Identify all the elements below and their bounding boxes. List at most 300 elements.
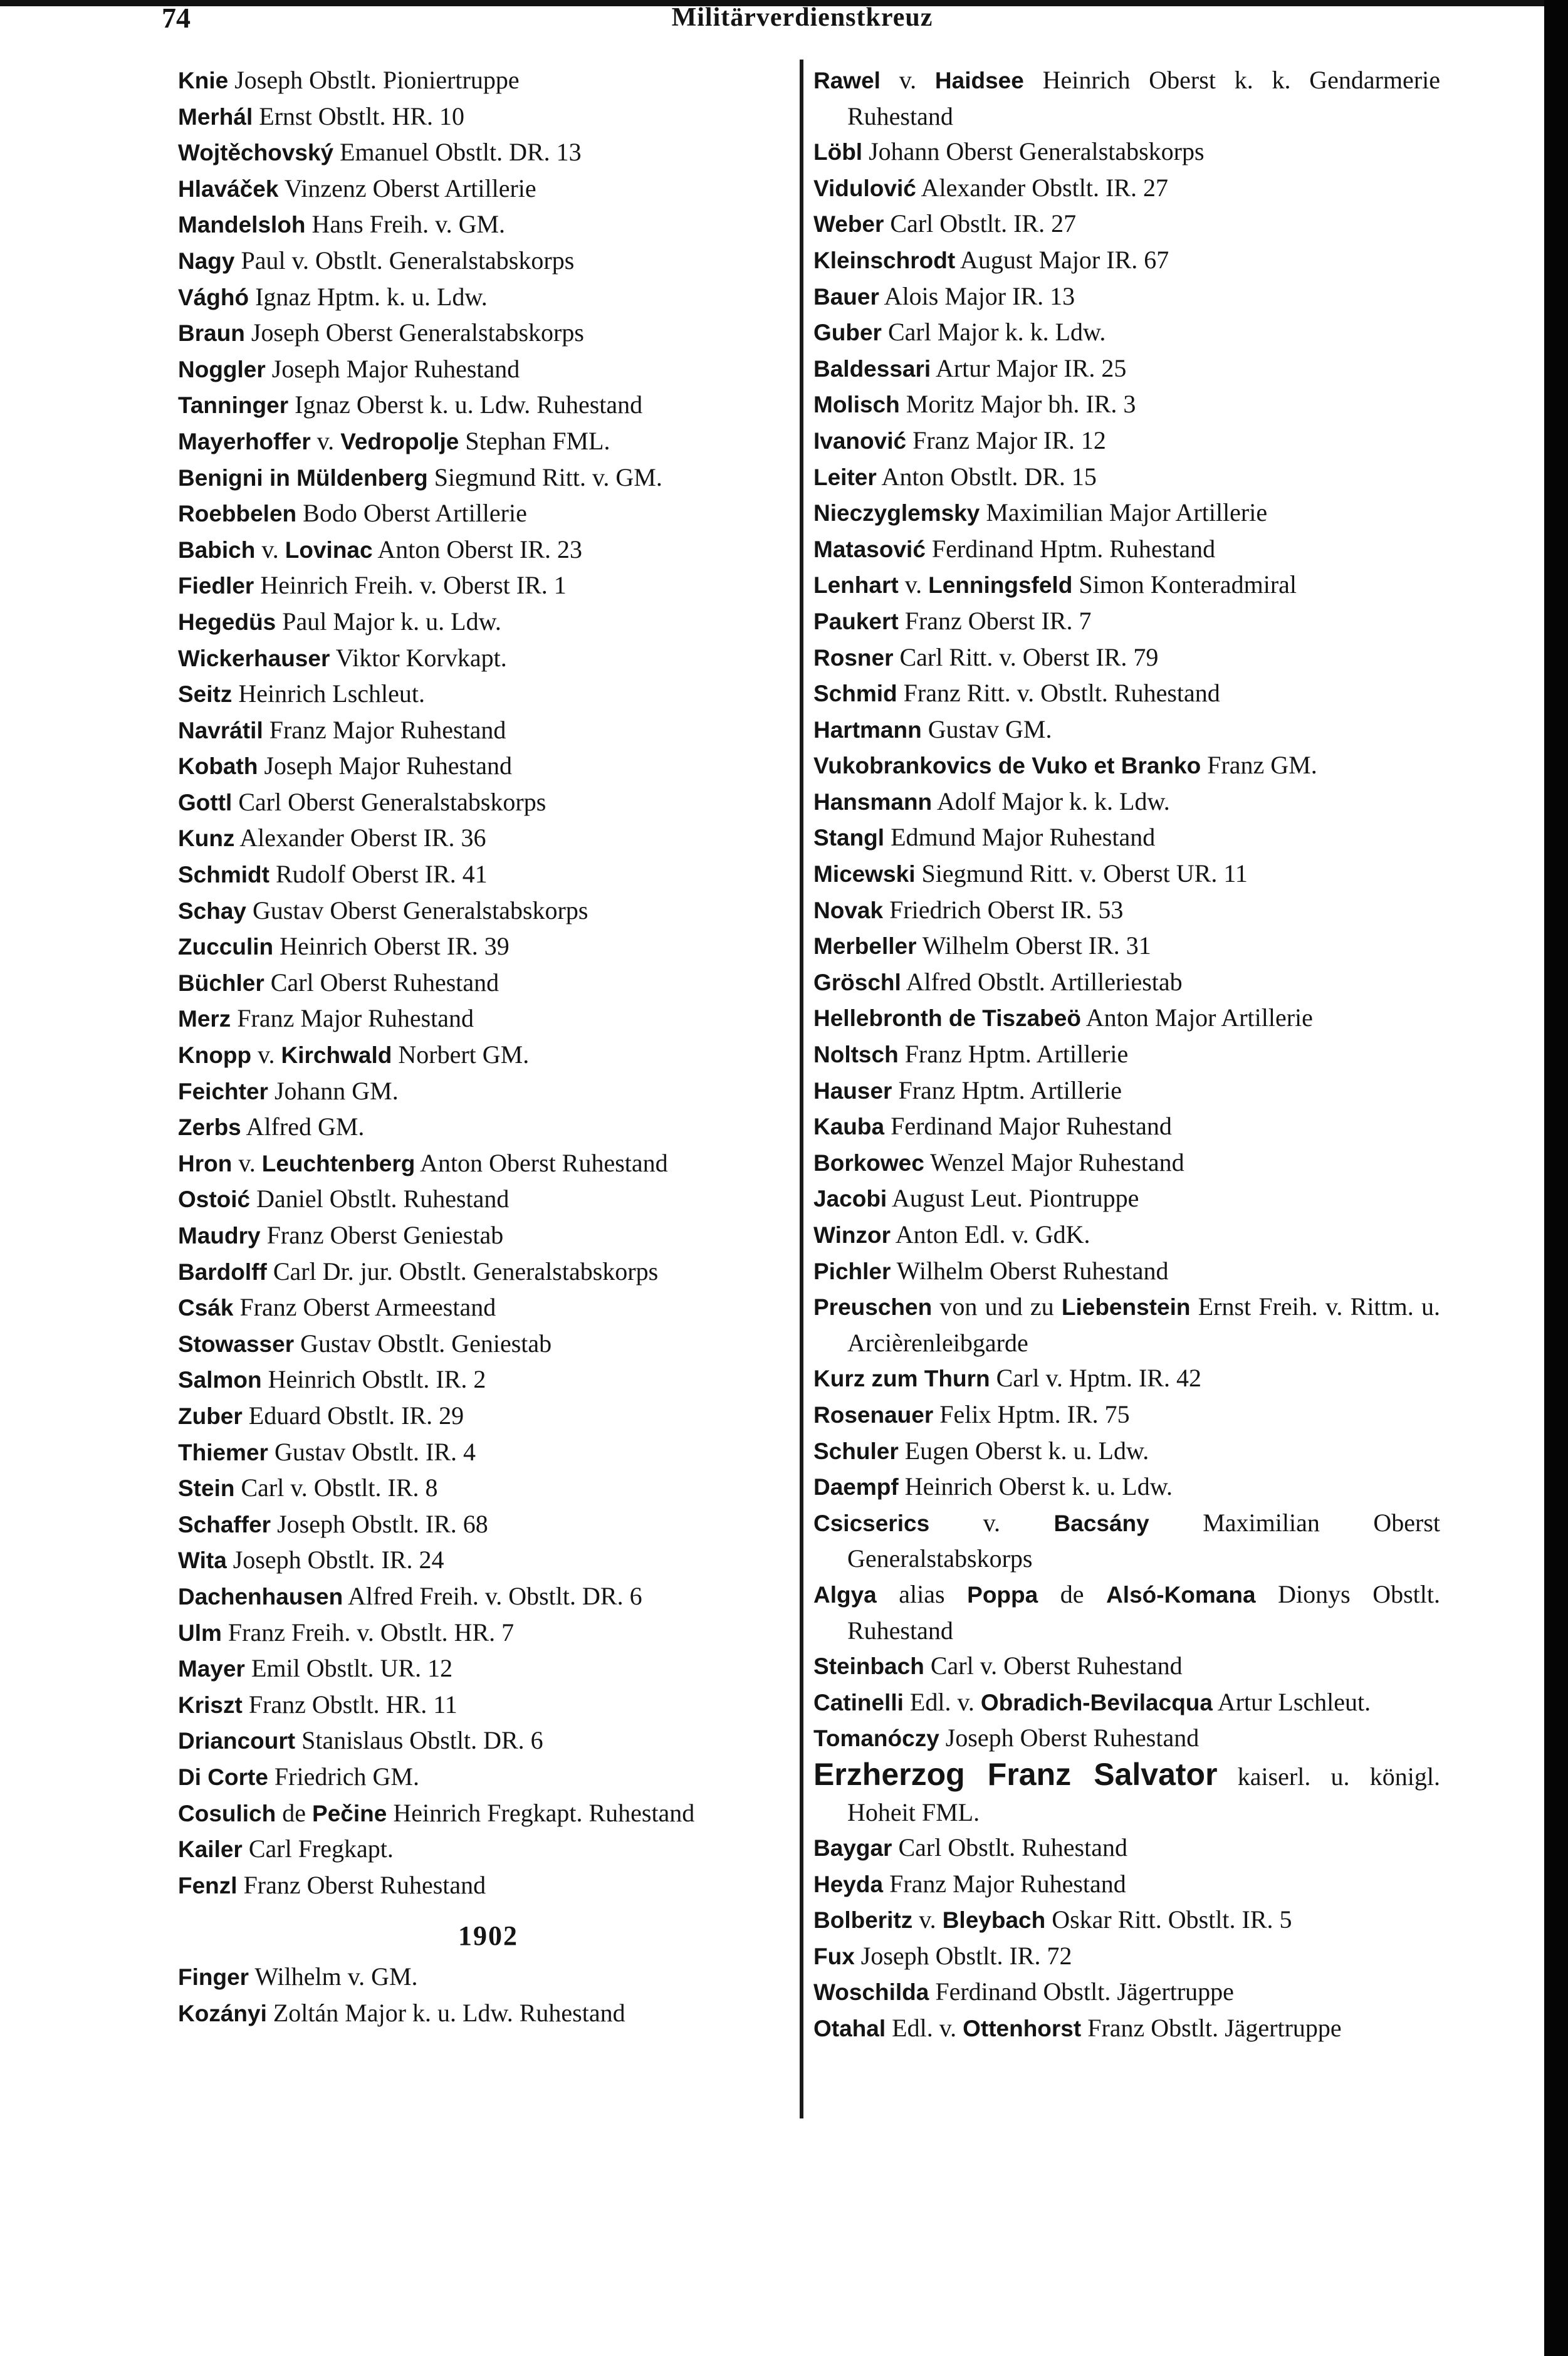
roll-entry: [813, 640, 1440, 676]
scan-border-right: [1544, 0, 1568, 2356]
entry-name: Merhál: [178, 103, 253, 130]
roll-entry: [178, 1759, 798, 1796]
entry-name: Stowasser: [178, 1331, 295, 1357]
entry-name: Ostoić: [178, 1186, 251, 1213]
roll-entry: [178, 1651, 798, 1687]
entry-name: Cosulich: [178, 1800, 276, 1826]
entry-detail: v.: [880, 66, 935, 94]
entry-name: Paukert: [813, 608, 899, 634]
entry-detail: Joseph Obstlt. IR. 24: [226, 1546, 444, 1574]
entry-name: Winzor: [813, 1222, 891, 1248]
entry-name: Noltsch: [813, 1042, 899, 1068]
entry-detail: Zoltán Major k. u. Ldw. Ruhestand: [266, 1998, 625, 2027]
entry-detail: Eugen Oberst k. u. Ldw.: [898, 1436, 1149, 1465]
entry-detail: Carl v. Oberst Ruhestand: [924, 1652, 1183, 1680]
roll-entry: [178, 1362, 798, 1398]
roll-entry: [178, 135, 798, 171]
entry-name: Seitz: [178, 681, 233, 708]
entry-detail: Dionys Obstlt. Ruhestand: [847, 1579, 1440, 1645]
entry-name: Benigni in Müldenberg: [178, 464, 428, 491]
entry-detail: August Major IR. 67: [955, 245, 1169, 274]
entry-name: Hauser: [813, 1077, 892, 1104]
entry-name: Schuler: [813, 1438, 899, 1464]
entry-name: Csicserics: [813, 1510, 930, 1536]
entry-detail: Alexander Obstlt. IR. 27: [916, 173, 1168, 202]
entry-name: Kirchwald: [281, 1042, 392, 1069]
entry-name: Vukobrankovics de Vuko et Branko: [813, 753, 1201, 779]
entry-name: Leiter: [813, 464, 877, 490]
entry-name: Kozányi: [178, 2000, 267, 2026]
entry-name: Kauba: [813, 1114, 885, 1140]
entry-detail: Franz Obstlt. Jägertruppe: [1081, 2014, 1342, 2043]
entry-detail: Wenzel Major Ruhestand: [924, 1148, 1184, 1176]
entry-detail: von und zu: [932, 1292, 1062, 1321]
entry-detail: Johann Oberst Generalstabskorps: [862, 137, 1205, 166]
entry-name: Rosenauer: [813, 1401, 934, 1428]
entry-detail: Heinrich Freih. v. Oberst IR. 1: [254, 571, 567, 600]
roll-entry: [178, 424, 798, 460]
roll-entry: [178, 1326, 798, 1363]
entry-name: Heyda: [813, 1871, 884, 1897]
entry-name: Ottenhorst: [963, 2016, 1082, 2042]
entry-detail: Heinrich Oberst k. u. Ldw.: [898, 1472, 1173, 1501]
entry-detail: Joseph Major Ruhestand: [265, 354, 520, 383]
roll-entry: [813, 1720, 1440, 1757]
entry-name: Kobath: [178, 753, 258, 780]
entry-name: Woschilda: [813, 1979, 929, 2006]
entry-detail: Ferdinand Hptm. Ruhestand: [925, 534, 1216, 563]
entry-name: Erzherzog Franz Salvator: [813, 1756, 1218, 1792]
roll-entry: [813, 1037, 1440, 1073]
roll-entry: [813, 2011, 1440, 2047]
entry-detail: Heinrich Lschleut.: [232, 679, 426, 708]
entry-detail: Siegmund Ritt. v. Oberst UR. 11: [915, 859, 1248, 888]
roll-entry: [178, 965, 798, 1002]
entry-name: Hartmann: [813, 716, 922, 743]
entry-name: Hellebronth de Tiszabeö: [813, 1005, 1081, 1032]
entry-name: Kurz zum Thurn: [813, 1366, 990, 1392]
entry-detail: Johann GM.: [268, 1076, 399, 1105]
entry-name: Zuber: [178, 1403, 243, 1429]
entry-detail: v.: [255, 535, 285, 563]
entry-name: Hlaváček: [178, 175, 279, 202]
entry-name: Finger: [178, 1964, 249, 1991]
right-column: [813, 63, 1440, 2047]
entry-name: Baygar: [813, 1835, 892, 1861]
entry-detail: Alfred Obstlt. Artilleriestab: [901, 967, 1183, 996]
entry-detail: Heinrich Obstlt. IR. 2: [261, 1365, 486, 1394]
entry-detail: Eduard Obstlt. IR. 29: [242, 1401, 464, 1430]
entry-name: Obradich-Bevilacqua: [980, 1689, 1213, 1715]
roll-entry: [178, 1037, 798, 1074]
roll-entry: [178, 1579, 798, 1615]
entry-name: Bauer: [813, 283, 879, 310]
roll-entry: [178, 1254, 798, 1291]
entry-detail: Ernst Obstlt. HR. 10: [253, 102, 465, 130]
roll-entry: [813, 965, 1440, 1001]
roll-entry: [178, 460, 798, 496]
entry-name: Feichter: [178, 1078, 268, 1104]
entry-name: Fiedler: [178, 573, 254, 599]
roll-entry: [813, 1361, 1440, 1397]
entry-detail: Carl Major k. k. Ldw.: [881, 318, 1106, 347]
entry-name: Navrátil: [178, 717, 263, 743]
roll-entry: [178, 713, 798, 749]
entry-detail: Heinrich Oberst k. k. Gendarmerie Ruhestand: [847, 66, 1441, 130]
left-entry-list: [178, 63, 798, 1903]
roll-entry: [813, 1433, 1440, 1470]
entry-detail: Alfred GM.: [241, 1113, 365, 1141]
entry-detail: Wilhelm v. GM.: [249, 1962, 418, 1991]
roll-entry: [813, 1289, 1440, 1361]
roll-entry: [178, 929, 798, 965]
entry-name: Pečine: [312, 1800, 387, 1826]
roll-entry: [813, 63, 1440, 134]
entry-detail: Carl Oberst Generalstabskorps: [232, 787, 546, 816]
roll-entry: [813, 1939, 1440, 1975]
roll-entry: [178, 99, 798, 135]
entry-name: Wita: [178, 1547, 227, 1574]
roll-entry: [178, 1796, 798, 1832]
roll-entry: [178, 1001, 798, 1037]
year-heading-1902: 1902: [458, 1920, 518, 1952]
entry-name: Matasović: [813, 536, 926, 562]
entry-detail: Franz Oberst Armeestand: [233, 1293, 496, 1322]
entry-name: Lovinac: [285, 537, 373, 563]
entry-name: Schaffer: [178, 1511, 271, 1537]
entry-detail: de: [276, 1798, 313, 1827]
entry-name: Vedropolje: [340, 428, 459, 454]
roll-entry: [178, 1507, 798, 1543]
entry-detail: Franz Ritt. v. Obstlt. Ruhestand: [897, 679, 1220, 708]
entry-name: Molisch: [813, 392, 900, 418]
entry-detail: Franz Hptm. Artillerie: [898, 1040, 1129, 1069]
roll-entry: [178, 748, 798, 785]
entry-name: Merbeller: [813, 933, 917, 960]
entry-detail: Artur Lschleut.: [1212, 1687, 1371, 1716]
roll-entry: [813, 1577, 1440, 1648]
roll-entry: [813, 1000, 1440, 1037]
entry-detail: v.: [898, 570, 929, 599]
entry-detail: Heinrich Oberst IR. 39: [273, 932, 510, 961]
entry-detail: Carl Dr. jur. Obstlt. Generalstabskorps: [266, 1257, 659, 1285]
roll-entry: [813, 820, 1440, 856]
entry-name: Nieczyglemsky: [813, 500, 980, 526]
roll-entry: [178, 1435, 798, 1471]
entry-detail: Emanuel Obstlt. DR. 13: [333, 138, 582, 167]
entry-name: Fenzl: [178, 1872, 238, 1898]
entry-name: Leuchtenberg: [261, 1150, 416, 1176]
entry-name: Lenningsfeld: [928, 572, 1073, 599]
entry-name: Bacsány: [1053, 1510, 1149, 1536]
entry-name: Fux: [813, 1943, 855, 1969]
entry-detail: Carl v. Obstlt. IR. 8: [234, 1474, 438, 1502]
entry-name: Micewski: [813, 861, 916, 887]
entry-name: Braun: [178, 320, 245, 347]
roll-entry: [178, 1470, 798, 1507]
roll-entry: [178, 171, 798, 207]
entry-detail: Paul Major k. u. Ldw.: [276, 607, 501, 636]
roll-entry: [813, 423, 1440, 459]
entry-name: Gröschl: [813, 969, 901, 995]
entry-detail: Ernst Freih. v. Rittm. u. Arcièrenleibgarde: [847, 1292, 1440, 1357]
roll-entry: [813, 279, 1440, 315]
roll-entry: [813, 1073, 1440, 1109]
entry-detail: Stephan FML.: [459, 426, 610, 455]
entry-name: Driancourt: [178, 1728, 296, 1754]
entry-name: Schay: [178, 898, 247, 924]
entry-detail: Alexander Oberst IR. 36: [234, 824, 486, 852]
roll-entry: [813, 315, 1440, 351]
entry-detail: Friedrich GM.: [268, 1762, 419, 1791]
entry-detail: Franz Obstlt. HR. 11: [242, 1690, 457, 1719]
roll-entry: [178, 1542, 798, 1579]
entry-name: Thiemer: [178, 1439, 268, 1465]
roll-entry: [813, 1505, 1440, 1577]
entry-detail: Carl Obstlt. Ruhestand: [892, 1833, 1127, 1862]
entry-detail: Hans Freih. v. GM.: [305, 210, 506, 239]
entry-name: Steinbach: [813, 1653, 924, 1680]
entry-detail: Vinzenz Oberst Artillerie: [278, 174, 536, 202]
entry-name: Wojtěchovský: [178, 140, 334, 166]
entry-detail: Wilhelm Oberst IR. 31: [916, 931, 1151, 960]
entry-detail: Gustav GM.: [921, 715, 1052, 743]
entry-detail: v.: [929, 1508, 1054, 1537]
entry-name: Bleybach: [942, 1907, 1046, 1934]
entry-name: Babich: [178, 537, 256, 563]
entry-name: Mayer: [178, 1656, 245, 1682]
roll-entry: [178, 820, 798, 857]
entry-detail: Stanislaus Obstlt. DR. 6: [295, 1726, 543, 1755]
entry-detail: Bodo Oberst Artillerie: [296, 499, 527, 528]
entry-detail: Artur Major IR. 25: [931, 353, 1127, 382]
entry-name: Nagy: [178, 248, 235, 274]
entry-detail: Norbert GM.: [392, 1040, 530, 1069]
entry-detail: Carl Oberst Ruhestand: [264, 968, 499, 997]
roll-entry: [178, 207, 798, 243]
entry-name: Hegedüs: [178, 609, 276, 635]
entry-name: Rosner: [813, 644, 894, 671]
entry-detail: Viktor Korvkapt.: [330, 643, 507, 672]
entry-detail: Franz GM.: [1201, 751, 1317, 780]
roll-entry: [178, 315, 798, 352]
entry-name: Kunz: [178, 825, 235, 852]
entry-name: Zerbs: [178, 1114, 241, 1141]
entry-detail: Maximilian Oberst Generalstabskorps: [847, 1508, 1440, 1573]
entry-detail: Franz Major Ruhestand: [263, 715, 506, 744]
roll-entry: [178, 496, 798, 532]
entry-name: Salmon: [178, 1367, 262, 1393]
column-divider: [800, 60, 803, 2118]
entry-name: Kailer: [178, 1836, 243, 1863]
entry-detail: Alfred Freih. v. Obstlt. DR. 6: [343, 1581, 642, 1610]
entry-name: Guber: [813, 320, 882, 346]
entry-detail: Alois Major IR. 13: [879, 281, 1075, 310]
roll-entry: [178, 1181, 798, 1218]
roll-entry: [178, 280, 798, 316]
entry-detail: Heinrich Fregkapt. Ruhestand: [387, 1798, 695, 1827]
roll-entry: [178, 568, 798, 604]
roll-entry: [813, 1902, 1440, 1939]
entry-detail: August Leut. Piontruppe: [887, 1184, 1139, 1213]
entry-detail: v.: [912, 1905, 943, 1934]
roll-entry: [178, 1398, 798, 1435]
entry-detail: Franz Oberst IR. 7: [898, 606, 1092, 635]
entry-name: Rawel: [813, 68, 881, 93]
roll-entry: [813, 1757, 1440, 1830]
entry-name: Stangl: [813, 825, 885, 851]
entry-detail: Joseph Obstlt. IR. 72: [854, 1941, 1072, 1970]
entry-name: Kriszt: [178, 1692, 243, 1718]
entry-detail: kaiserl. u. königl. Hoheit FML.: [847, 1762, 1440, 1826]
roll-entry: [813, 531, 1440, 568]
entry-detail: Gustav Obstlt. Geniestab: [294, 1329, 552, 1358]
roll-entry: [813, 351, 1440, 387]
entry-detail: Emil Obstlt. UR. 12: [244, 1654, 453, 1683]
entry-name: Wickerhauser: [178, 645, 330, 671]
entry-detail: Carl v. Hptm. IR. 42: [990, 1364, 1201, 1393]
entry-name: Zucculin: [178, 934, 274, 960]
entry-detail: Franz Oberst Geniestab: [260, 1221, 504, 1249]
entry-name: Alsó-Komana: [1106, 1581, 1256, 1608]
entry-name: Roebbelen: [178, 501, 297, 527]
roll-entry: [813, 1181, 1440, 1217]
entry-name: Noggler: [178, 356, 266, 382]
entry-name: Jacobi: [813, 1186, 887, 1212]
roll-entry: [178, 1074, 798, 1110]
entry-detail: Ignaz Oberst k. u. Ldw. Ruhestand: [288, 390, 643, 419]
roll-entry: [813, 1648, 1440, 1685]
entry-name: Löbl: [813, 139, 863, 165]
roll-entry: [813, 784, 1440, 820]
roll-entry: [178, 893, 798, 929]
entry-name: Gottl: [178, 789, 233, 815]
roll-entry: [178, 604, 798, 641]
entry-detail: Wilhelm Oberst Ruhestand: [891, 1256, 1169, 1285]
roll-entry: [813, 206, 1440, 243]
entry-name: Vidulović: [813, 175, 916, 201]
page-number: 74: [162, 2, 191, 34]
entry-name: Schmidt: [178, 862, 269, 888]
entry-detail: Franz Major Ruhestand: [231, 1004, 474, 1033]
roll-entry: [178, 243, 798, 280]
entry-name: Dachenhausen: [178, 1583, 343, 1610]
roll-entry: [813, 1217, 1440, 1254]
running-title: Militärverdienstkreuz: [671, 3, 933, 32]
entry-name: Stein: [178, 1475, 235, 1502]
entry-name: Mandelsloh: [178, 212, 306, 238]
entry-detail: v.: [232, 1148, 262, 1177]
entry-name: Daempf: [813, 1474, 899, 1500]
entry-name: Csák: [178, 1295, 234, 1321]
roll-entry: [813, 856, 1440, 893]
entry-detail: Paul v. Obstlt. Generalstabskorps: [234, 246, 575, 275]
entry-name: Bardolff: [178, 1259, 267, 1285]
entry-name: Algya: [813, 1581, 877, 1608]
entry-name: Bolberitz: [813, 1907, 913, 1934]
entry-detail: Oskar Ritt. Obstlt. IR. 5: [1045, 1905, 1292, 1934]
entry-detail: alias: [876, 1579, 968, 1608]
entry-name: Knopp: [178, 1042, 252, 1069]
roll-entry: [178, 387, 798, 424]
entry-detail: Moritz Major bh. IR. 3: [899, 390, 1136, 419]
roll-entry: [178, 1996, 798, 2032]
entry-name: Catinelli: [813, 1689, 904, 1715]
entry-detail: v.: [251, 1040, 281, 1069]
entry-name: Hron: [178, 1150, 233, 1176]
roll-entry: [813, 387, 1440, 423]
entry-detail: Anton Edl. v. GdK.: [890, 1220, 1090, 1249]
roll-entry: [178, 1831, 798, 1868]
entry-detail: Ignaz Hptm. k. u. Ldw.: [249, 282, 488, 311]
roll-entry: [813, 1109, 1440, 1145]
roll-entry: [813, 1397, 1440, 1433]
entry-name: Ulm: [178, 1620, 222, 1646]
entry-detail: Daniel Obstlt. Ruhestand: [250, 1185, 510, 1213]
left-column: [178, 63, 798, 2031]
entry-detail: Joseph Oberst Generalstabskorps: [244, 318, 584, 347]
roll-entry: [178, 1146, 798, 1182]
entry-name: Baldessari: [813, 355, 931, 382]
roll-entry: [178, 857, 798, 893]
entry-name: Kleinschrodt: [813, 247, 956, 273]
roll-entry: [813, 1469, 1440, 1505]
entry-detail: Carl Obstlt. IR. 27: [884, 209, 1077, 238]
roll-entry: [178, 676, 798, 713]
roll-entry: [178, 1868, 798, 1904]
roll-entry: [813, 495, 1440, 531]
entry-name: Hansmann: [813, 788, 933, 815]
entry-detail: Franz Oberst Ruhestand: [237, 1870, 486, 1899]
entry-name: Büchler: [178, 970, 264, 996]
entry-detail: Carl Fregkapt.: [242, 1835, 394, 1863]
entry-name: Novak: [813, 897, 884, 923]
entry-detail: Edl. v.: [903, 1687, 981, 1716]
entry-detail: Adolf Major k. k. Ldw.: [932, 787, 1170, 815]
roll-entry: [813, 748, 1440, 784]
entry-detail: Franz Freih. v. Obstlt. HR. 7: [221, 1618, 515, 1647]
entry-detail: Joseph Oberst Ruhestand: [939, 1724, 1200, 1752]
roll-entry: [178, 1959, 798, 1996]
entry-name: Tanninger: [178, 392, 289, 419]
entry-detail: Anton Obstlt. DR. 15: [876, 462, 1097, 491]
entry-detail: Gustav Oberst Generalstabskorps: [246, 896, 588, 924]
entry-detail: Felix Hptm. IR. 75: [933, 1400, 1130, 1428]
roll-entry: [178, 641, 798, 677]
entry-detail: Franz Major IR. 12: [906, 426, 1106, 454]
roll-entry: [178, 1290, 798, 1326]
roll-entry: [813, 243, 1440, 279]
entry-detail: Franz Major Ruhestand: [883, 1869, 1126, 1898]
roll-entry: [178, 63, 798, 99]
entry-name: Schmid: [813, 681, 897, 707]
entry-name: Borkowec: [813, 1149, 924, 1176]
roll-entry: [813, 604, 1440, 640]
entry-name: Liebenstein: [1061, 1294, 1191, 1321]
roll-entry: [813, 893, 1440, 929]
entry-detail: v.: [310, 426, 341, 455]
entry-name: Knie: [178, 68, 229, 93]
roll-entry: [813, 459, 1440, 496]
entry-detail: Anton Oberst IR. 23: [372, 535, 583, 563]
entry-detail: Rudolf Oberst IR. 41: [269, 860, 488, 889]
entry-name: Preuschen: [813, 1294, 933, 1321]
entry-detail: Franz Hptm. Artillerie: [892, 1076, 1122, 1104]
entry-detail: Joseph Obstlt. IR. 68: [271, 1509, 488, 1538]
entry-detail: Siegmund Ritt. v. GM.: [427, 463, 662, 491]
entry-name: Tomanóczy: [813, 1725, 939, 1752]
roll-entry: [813, 1866, 1440, 1903]
